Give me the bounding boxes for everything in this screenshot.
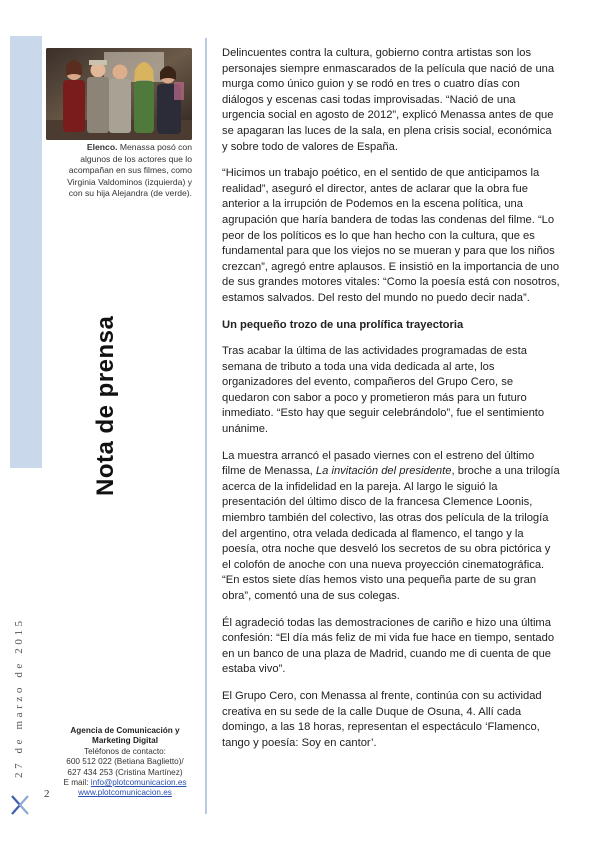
page-number: 2 bbox=[44, 788, 50, 800]
paragraph-5: Él agradeció todas las demostraciones de cariño e hizo una última confesión: “El día más feliz de mi vida fue hace en tiempo, sentado en un banco de una plaza de Madrid, cuando me di cuenta de que estaba vivo”. bbox=[222, 616, 555, 676]
paragraph-2: “Hicimos un trabajo poético, en el sentido de que anticipamos la realidad”, aseguró el director, antes de aclarar que la obra fue anterior a la irrupción de Podemos en la escena política, una agrupación que haría bandera de todas las condenas del filme. “Lo peor de los políticos es lo que han hecho con la cultura, que es fundamental para que los viejos no se mueran y para que los niños crezcan”, agregó entre aplausos. E insistió en la importancia de uno de sus grandes motores vitales: “Como la poesía está con nosotros, estamos salvados. Del resto del mundo no puedo decir nada”. bbox=[222, 167, 560, 304]
phone-betiana: 600 512 022 (Betiana Baglietto)/ bbox=[66, 757, 184, 767]
column-divider bbox=[205, 38, 207, 814]
paragraph-3: Tras acabar la última de las actividades programadas de esta semana de tributo a toda una vida dedicada al arte, los organizadores del evento, compañeros del Grupo Cero, se quedaron con sabor a poco y prometieron más para un futuro inmediato. “Esto hay que seguir celebrándolo”, fue el sentimiento unánime. bbox=[222, 345, 545, 436]
paragraph-4 bbox=[222, 449, 560, 605]
article-body bbox=[222, 46, 560, 762]
phone-cristina: 627 434 253 (Cristina Martínez) bbox=[67, 767, 183, 777]
email-label: E mail: bbox=[63, 778, 91, 788]
caption-text: Menassa posó con algunos de los actores que lo acompañan en sus filmes, como Virginia Valdominos (izquierda) y con su hija Alejandra (de verde). bbox=[67, 142, 192, 199]
agency-name: Agencia de Comunicación y Marketing Digital bbox=[70, 726, 180, 746]
photo-caption bbox=[56, 142, 192, 200]
email-link[interactable]: info@plotcomunicacion.es bbox=[90, 778, 187, 788]
paragraph-6: El Grupo Cero, con Menassa al frente, continúa con su actividad creativa en su sede de la calle Duque de Osuna, 4. Allí cada domingo, a las 18 horas, representan el espectáculo ‘Flamenco, tango y poesía: Soy en cantor’. bbox=[222, 689, 542, 749]
film-title: La invitación del presidente bbox=[315, 465, 452, 478]
caption-label: Elenco. bbox=[86, 142, 118, 152]
website-link[interactable]: www.plotcomunicacion.es bbox=[78, 788, 172, 798]
press-release-title: Nota de prensa bbox=[92, 315, 119, 496]
section-heading: Un pequeño trozo de una prolífica trayectoria bbox=[222, 318, 464, 331]
contact-label: Teléfonos de contacto: bbox=[84, 746, 166, 756]
agency-contact-block bbox=[55, 726, 195, 799]
paragraph-4-end: , broche a una trilogía acerca de la infidelidad en la pareja. Al largo le siguió la presentación del último disco de la francesa Clemence Loonis, miembro también del colectivo, las otras dos película de la trilogía del argentino, otra velada dedicada al flamenco, el tango y la poesía, otra noche que desveló los secretos de su obra pictórica y el colofón de anoche con una nueva proyección cinematográfica. “En estos siete días hemos visto una pequeña parte de su gran obra”, comentó una de sus colegas. bbox=[222, 465, 560, 602]
paragraph-4-start: La muestra arrancó el pasado viernes con el estreno del último filme de Menassa, bbox=[222, 449, 535, 478]
agency-logo-icon bbox=[9, 794, 31, 816]
sidebar-accent-strip bbox=[10, 36, 42, 468]
paragraph-1: Delincuentes contra la cultura, gobierno contra artistas son los personajes siempre enmascarados de la película que nació de una murga como único guion y se rodó en tres o cuatro días con diálogos y escenas casi todas improvisadas. “Nació de una urgencia social en agosto de 2012”, explicó Menassa antes de que se apagaran las luces de la sala, en plena crisis social, económica y sobre todo de valores de España. bbox=[222, 47, 555, 153]
release-date: 27 de marzo de 2015 bbox=[13, 617, 25, 778]
cast-photo bbox=[46, 48, 192, 140]
email-line bbox=[55, 778, 195, 788]
